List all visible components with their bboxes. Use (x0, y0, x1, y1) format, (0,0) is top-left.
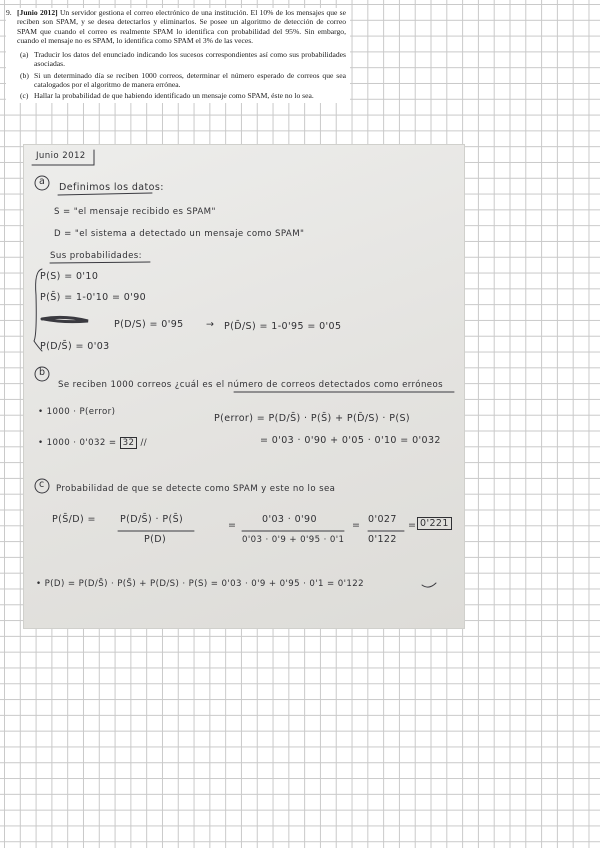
hw-c-eq3: = (408, 520, 417, 531)
problem-year-tag: [Junio 2012] (17, 8, 58, 17)
hw-c-eq1: = (228, 520, 237, 531)
hw-prob-d-given-s: P(D/S) = 0'95 (114, 319, 184, 330)
part-label: (b) (20, 70, 29, 80)
hw-prob-not-s: P(S̄) = 1-0'10 = 0'90 (40, 292, 147, 303)
probs-underline (50, 262, 150, 263)
hw-def-s: S = "el mensaje recibido es SPAM" (54, 207, 216, 217)
hw-c-eq2: = (352, 520, 361, 531)
hw-c-frac3-num: 0'027 (368, 514, 397, 525)
hw-title-b: Se reciben 1000 correos ¿cuál es el número de correos detectados como erróneos (58, 380, 444, 390)
handwritten-solution-photo (24, 145, 464, 628)
hw-c-frac3-den: 0'122 (368, 534, 397, 545)
hw-c-frac1-den: P(D) (144, 534, 167, 545)
part-text: Si un determinado día se reciben 1000 correos, determinar el número esperado de correos que sea catalogados por el algoritmo de manera errónea. (34, 70, 346, 90)
hw-arrow: → (206, 319, 215, 330)
hw-c-lhs: P(S̄/D) = (52, 514, 96, 525)
hw-c-pd-line: • P(D) = P(D/S̄) · P(S̄) + P(D/S) · P(S) = 0'03 · 0'9 + 0'95 · 0'1 = 0'122 (36, 579, 364, 589)
problem-number: 9. (6, 8, 12, 17)
problem-statement (6, 8, 350, 103)
hw-b-line4 (38, 438, 147, 448)
pd-underline (422, 583, 436, 587)
problem-text (17, 8, 346, 45)
hw-title-a: Definimos los datos: (59, 182, 164, 193)
hw-c-frac2-den: 0'03 · 0'9 + 0'95 · 0'1 (242, 535, 345, 545)
problem-body: Un servidor gestiona el correo electrónico de una institución. El 10% de los mensajes que se reciben son SPAM, y se desea detectarlos y eliminarlos. Se posee un algoritmo de detección de correo SPAM que cuando el correo es realmente SPAM lo identifica con probabilidad del 95%. Sin embargo, cuando el mensaje no es SPAM, lo identifica como SPAM el 3% de las veces. (17, 8, 347, 45)
hw-label-c: c (39, 479, 45, 490)
hw-label-b: b (39, 367, 46, 378)
hw-c-frac2-num: 0'03 · 0'90 (262, 514, 317, 525)
part-label: (c) (20, 91, 29, 101)
title-a-underline (58, 193, 152, 195)
part-label: (a) (20, 50, 29, 60)
hw-b-line1: • 1000 · P(error) (38, 407, 116, 417)
hw-b-double-slash: // (140, 438, 148, 448)
hw-b-result: 32 (120, 437, 138, 449)
problem-parts (20, 50, 346, 100)
part-c (20, 91, 346, 100)
hw-def-d: D = "el sistema a detectado un mensaje como SPAM" (54, 229, 305, 239)
hw-prob-d-given-not-s: P(D/S̄) = 0'03 (40, 341, 110, 352)
hw-title-c: Probabilidad de que se detecte como SPAM y este no lo sea (56, 484, 336, 494)
hw-b-line4-prefix: • 1000 · 0'032 = (38, 438, 117, 448)
hw-c-result: 0'221 (417, 517, 452, 530)
hw-b-line2: P(error) = P(D/S̄) · P(S̄) + P(D̄/S) · P(S) (214, 413, 410, 424)
hw-prob-s: P(S) = 0'10 (40, 271, 99, 282)
scribble-mark (42, 317, 88, 321)
hw-c-frac1-num: P(D/S̄) · P(S̄) (120, 514, 184, 525)
part-text: Traducir los datos del enunciado indicando los sucesos correspondientes así como sus probabilidades asociadas. (34, 50, 346, 69)
hw-probs-title: Sus probabilidades: (50, 251, 142, 261)
part-text: Hallar la probabilidad de que habiendo identificado un mensaje como SPAM, éste no lo sea. (34, 91, 314, 101)
part-b (20, 71, 346, 90)
hw-label-a: a (39, 176, 46, 187)
hw-b-line3: = 0'03 · 0'90 + 0'05 · 0'10 = 0'032 (260, 435, 441, 446)
part-a (20, 50, 346, 69)
hw-prob-not-d-given-s: P(D̄/S) = 1-0'95 = 0'05 (224, 321, 342, 332)
hw-header: Junio 2012 (36, 151, 86, 161)
